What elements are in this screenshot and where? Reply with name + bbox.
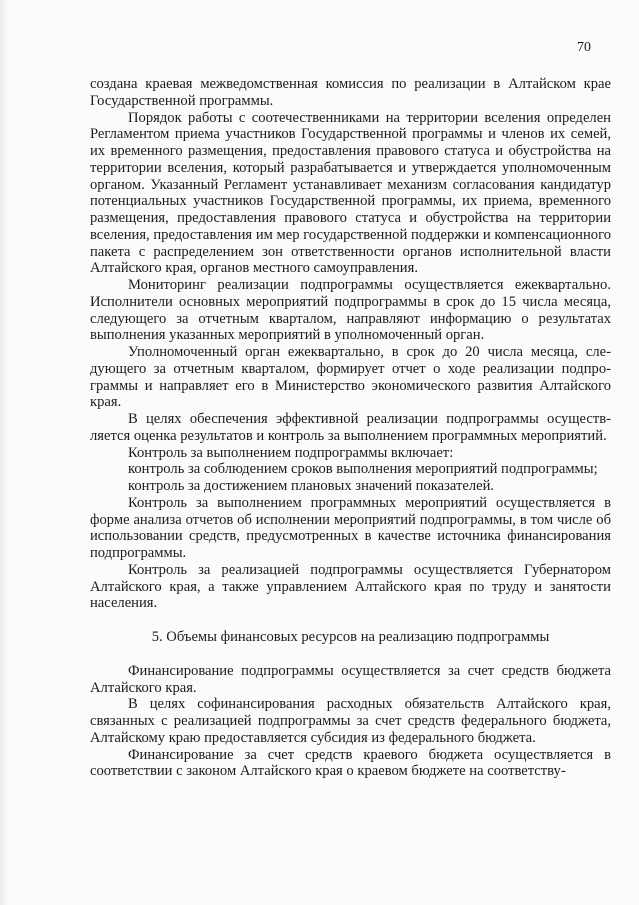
paragraph-regional-budget: Финансирование за счет средств краевого бюджета осуществляется в соответствии с законом Алтайского края о краевом бюджете на соответству- <box>90 746 611 780</box>
paragraph-authorized-body: Уполномоченный орган ежеквартально, в срок до 20 числа месяца, следующего за отчетным кварталом, формирует отчет о ходе реализации подпрограммы и направляет его в Министерство экономического развития Алтайского края. <box>90 344 611 411</box>
paragraph-monitoring: Мониторинг реализации подпрограммы осуществляется ежеквартально. Исполнители основных мероприятий подпрограммы в срок до 15 числа месяца, следующего за отчетным кварталом, направляют информацию о результатах выполнения указанных мероприятий в уполномоченный орган. <box>90 277 611 344</box>
paragraph-control-indicators: контроль за достижением плановых значений показателей. <box>128 478 495 494</box>
page-number: 70 <box>577 40 591 55</box>
paragraph-financing-source: Финансирование подпрограммы осуществляется за счет средств бюджета Алтайского края. <box>90 662 611 696</box>
scan-edge-shadow <box>0 0 8 905</box>
paragraph-control-includes: Контроль за выполнением подпрограммы включает: <box>128 444 454 461</box>
paragraph-control-deadlines: контроль за соблюдением сроков выполнения мероприятий подпрограммы; <box>128 461 598 478</box>
section-heading: 5. Объемы финансовых ресурсов на реализацию подпрограммы <box>151 629 550 645</box>
paragraph-cofinancing: В целях софинансирования расходных обязательств Алтайского края, связанных с реализацией подпрограммы за счет средств федерального бюджета, Алтайскому краю предоставляется субсидия из федерального бюджета. <box>90 696 611 746</box>
paragraph-work-order: Порядок работы с соотечественниками на территории вселения определен Регламентом приема участников Государственной программы и членов их семей, их временного размещения, предоставления правового статуса и обустройства на территории вселения, который разрабатывается и утверждается уполномоченным органом. Указанный Регламент устанавливает механизм согласования кандидатур потенциальных участников Государственной программы, их приема, временного размещения, предоставления правового статуса и обустройства на территории вселения, предоставления им мер государственной поддержки и компенсационного пакета с распределением зон ответственности органов исполнительной власти Алтайского края, органов местного самоуправления. <box>90 109 611 277</box>
paragraph-efficiency: В целях обеспечения эффективной реализации подпрограммы осуществляется оценка результатов и контроль за выполнением программных мероприятий. <box>90 411 611 444</box>
paragraph-governor-control: Контроль за реализацией подпрограммы осуществляется Губернатором Алтайского края, а также управлением Алтайского края по труду и занятости населения. <box>90 561 611 612</box>
paragraph-commission: создана краевая межведомственная комиссия по реализации в Алтайском крае Государственной программы. <box>90 76 611 109</box>
paragraph-control-activities: Контроль за выполнением программных мероприятий осуществляется в форме анализа отчетов об исполнении мероприятий подпрограммы, в том числе об использовании средств, предусмотренных в качестве источника финансирования подпрограммы. <box>90 494 611 561</box>
document-body <box>90 76 611 780</box>
